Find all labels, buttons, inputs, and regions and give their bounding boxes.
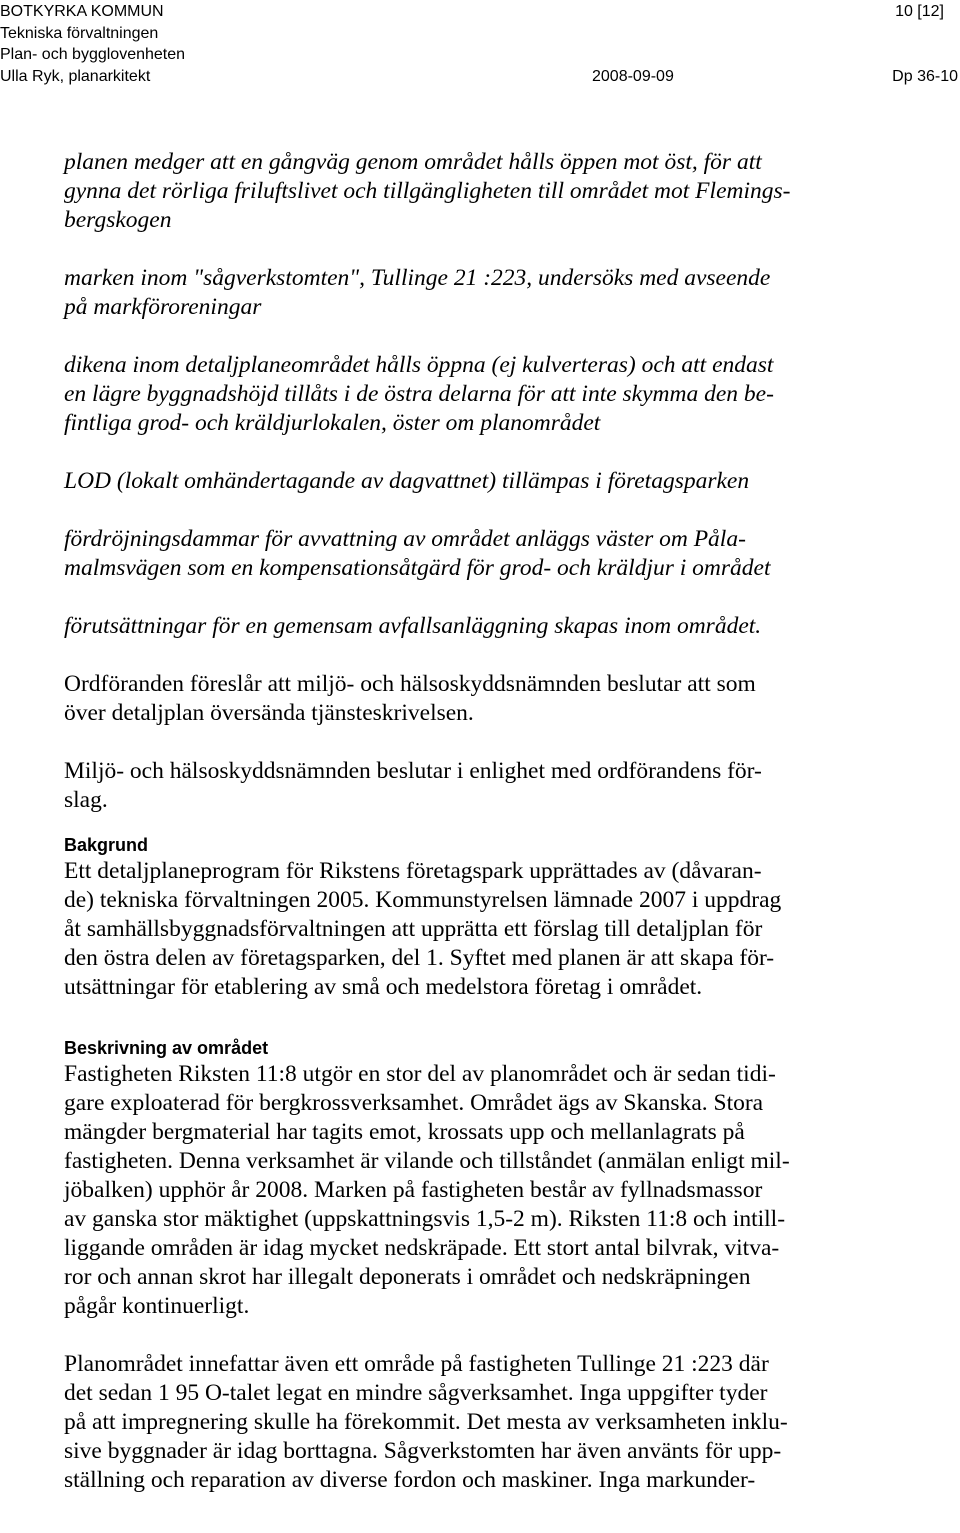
text-line: jöbalken) upphör år 2008. Marken på fastigheten består av fyllnadsmassor	[64, 1177, 763, 1203]
condition-item-5	[64, 525, 904, 583]
text-line: av ganska stor mäktighet (uppskattningsvis 1,5-2 m). Riksten 11:8 och intill-	[64, 1206, 786, 1232]
text-line: Planområdet innefattar även ett område på fastigheten Tullinge 21 :223 där	[64, 1351, 769, 1377]
text-line: gynna det rörliga friluftslivet och tillgängligheten till området mot Flemings-	[64, 178, 791, 204]
department-name: Tekniska förvaltningen	[0, 25, 159, 42]
text-line: LOD (lokalt omhändertagande av dagvattnet) tillämpas i företagsparken	[64, 468, 750, 494]
text-line: den östra delen av företagsparken, del 1. Syftet med planen är att skapa för-	[64, 945, 775, 971]
text-line: gare exploaterad för bergkrossverksamhet. Området ägs av Skanska. Stora	[64, 1090, 764, 1116]
org-name: BOTKYRKA KOMMUN	[0, 3, 164, 20]
document-reference: Dp 36-10	[892, 68, 958, 85]
text-line: marken inom "sågverkstomten", Tullinge 21 :223, undersöks med avseende	[64, 265, 771, 291]
text-line: planen medger att en gångväg genom området hålls öppen mot öst, för att	[64, 149, 762, 175]
text-line: de) tekniska förvaltningen 2005. Kommunstyrelsen lämnade 2007 i uppdrag	[64, 887, 782, 913]
text-line: malmsvägen som en kompensationsåtgärd för grod- och kräldjur i området	[64, 555, 771, 581]
text-line: sive byggnader är idag borttagna. Sågverkstomten har även använts för upp-	[64, 1438, 782, 1464]
condition-item-2	[64, 264, 904, 322]
decision-paragraph	[64, 757, 904, 815]
unit-name: Plan- och bygglovenheten	[0, 46, 186, 63]
author-name: Ulla Ryk, planarkitekt	[0, 68, 151, 85]
text-line: ställning och reparation av diverse fordon och maskiner. Inga markunder-	[64, 1467, 756, 1493]
section-heading-beskrivning: Beskrivning av området	[64, 1038, 269, 1058]
text-line: en lägre byggnadshöjd tillåts i de östra delarna för att inte skymma den be-	[64, 381, 774, 407]
text-line: dikena inom detaljplaneområdet hålls öppna (ej kulverteras) och att endast	[64, 352, 774, 378]
document-date: 2008-09-09	[592, 68, 674, 85]
text-line: Ordföranden föreslår att miljö- och hälsoskyddsnämnden beslutar att som	[64, 671, 756, 697]
condition-item-6	[64, 612, 904, 641]
section-heading-bakgrund: Bakgrund	[64, 835, 149, 855]
text-line: över detaljplan översända tjänsteskrivelsen.	[64, 700, 474, 726]
text-line: Miljö- och hälsoskyddsnämnden beslutar i enlighet med ordförandens för-	[64, 758, 762, 784]
condition-item-3	[64, 351, 904, 438]
text-line: slag.	[64, 787, 108, 813]
text-line: Ett detaljplaneprogram för Rikstens företagspark upprättades av (dåvaran-	[64, 858, 762, 884]
text-line: pågår kontinuerligt.	[64, 1293, 250, 1319]
text-line: förutsättningar för en gemensam avfallsanläggning skapas inom området.	[64, 613, 762, 639]
text-line: fastigheten. Denna verksamhet är vilande och tillståndet (anmälan enligt mil-	[64, 1148, 790, 1174]
text-line: fördröjningsdammar för avvattning av området anläggs väster om Påla-	[64, 526, 746, 552]
planomrade-paragraph	[64, 1350, 904, 1495]
condition-item-4	[64, 467, 904, 496]
text-line: på markföroreningar	[64, 294, 262, 320]
page-number: 10 [12]	[895, 3, 944, 20]
text-line: det sedan 1 95 O-talet legat en mindre sågverksamhet. Inga uppgifter tyder	[64, 1380, 768, 1406]
text-line: liggande områden är idag mycket nedskräpade. Ett stort antal bilvrak, vitva-	[64, 1235, 780, 1261]
text-line: åt samhällsbyggnadsförvaltningen att upprätta ett förslag till detaljplan för	[64, 916, 763, 942]
text-line: på att impregnering skulle ha förekommit. Det mesta av verksamheten inklu-	[64, 1409, 788, 1435]
text-line: Fastigheten Riksten 11:8 utgör en stor del av planområdet och är sedan tidi-	[64, 1061, 776, 1087]
text-line: ror och annan skrot har illegalt deponerats i området och nedskräpningen	[64, 1264, 751, 1290]
text-line: bergskogen	[64, 207, 172, 233]
proposal-paragraph	[64, 670, 904, 728]
text-line: mängder bergmaterial har tagits emot, krossats upp och mellanlagrats på	[64, 1119, 745, 1145]
text-line: utsättningar för etablering av små och medelstora företag i området.	[64, 974, 703, 1000]
condition-item-1	[64, 148, 904, 235]
beskrivning-paragraph	[64, 1060, 904, 1321]
document-body	[64, 148, 904, 1495]
bakgrund-paragraph	[64, 857, 904, 1002]
text-line: fintliga grod- och kräldjurlokalen, öster om planområdet	[64, 410, 601, 436]
